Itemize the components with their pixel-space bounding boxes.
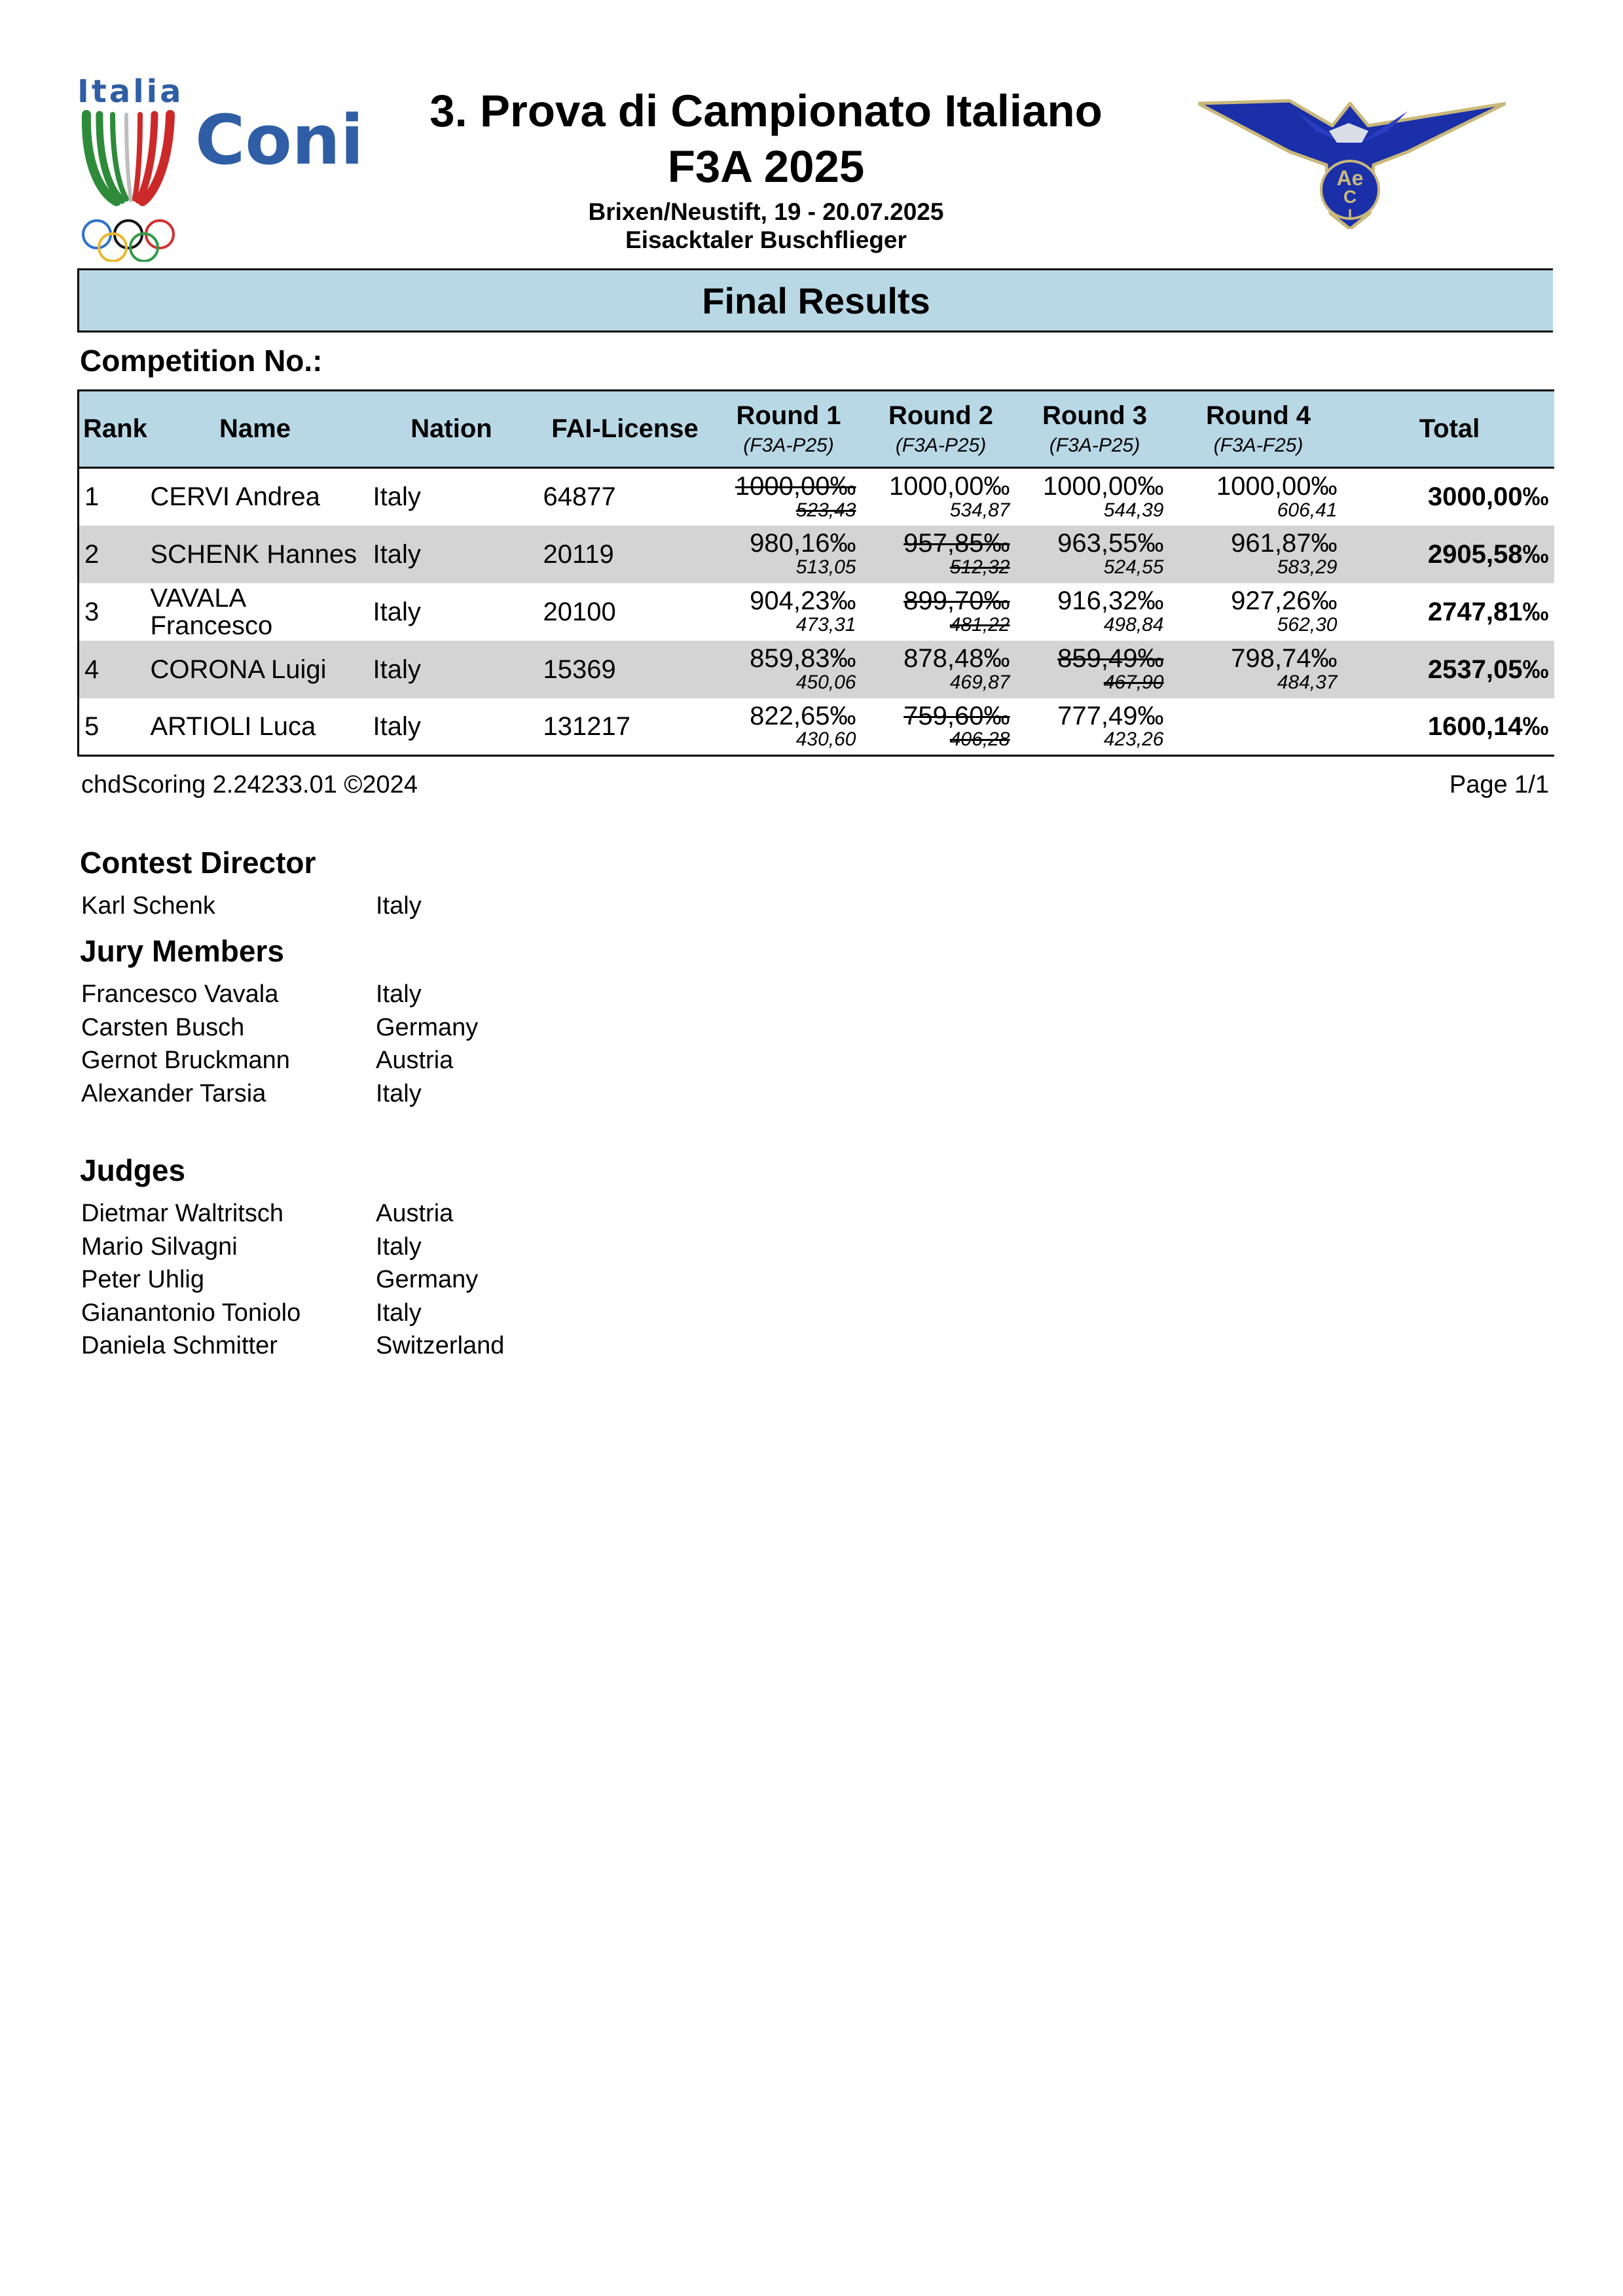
table-row [79, 526, 1554, 583]
header-round-1-schedule: (F3A-P25) [743, 434, 834, 456]
round-2-score [864, 526, 1018, 583]
name-line-1: SCHENK Hannes [150, 539, 357, 569]
license-cell: 64877 [543, 482, 616, 512]
score-percent: 904,23‰ [750, 586, 856, 616]
header-total: Total [1419, 414, 1480, 443]
name-line-1: VAVALA [150, 583, 247, 613]
official-name: Dietmar Waltritsch [81, 1200, 283, 1227]
score-percent: 1000,00‰ [1042, 472, 1164, 501]
round-3-score [1018, 583, 1172, 641]
score-raw: 430,60 [795, 728, 856, 751]
aeci-letters-i: I [1347, 206, 1353, 224]
score-raw: 513,05 [795, 556, 856, 579]
round-4-score [1172, 468, 1345, 526]
round-3-score [1018, 641, 1172, 698]
name-cell [144, 641, 367, 698]
table-row [79, 698, 1554, 756]
aeci-letters-c: C [1343, 187, 1357, 207]
name-line-1: ARTIOLI Luca [150, 711, 316, 741]
official-name: Peter Uhlig [81, 1266, 204, 1293]
round-4-score [1172, 641, 1345, 698]
coni-logo-icon [77, 72, 378, 262]
judges-heading: Judges [80, 1153, 186, 1187]
event-class: F3A 2025 [667, 141, 865, 192]
score-raw: 484,37 [1277, 672, 1338, 694]
official-name: Daniela Schmitter [81, 1332, 278, 1359]
coni-logo-coni: Coni [195, 100, 364, 180]
round-3-score [1018, 698, 1172, 756]
rank-cell: 4 [84, 655, 100, 684]
official-name: Francesco Vavala [81, 980, 279, 1008]
official-nation: Switzerland [376, 1332, 505, 1359]
score-raw: 481,22 [949, 614, 1010, 636]
header-round-3-schedule: (F3A-P25) [1049, 434, 1140, 456]
total-cell: 2537,05‰ [1427, 655, 1549, 684]
score-raw: 606,41 [1277, 499, 1338, 521]
rank-cell: 3 [84, 597, 100, 626]
official-name: Karl Schenk [81, 892, 215, 920]
competition-no-label: Competition No.: [80, 344, 323, 378]
nation-cell: Italy [373, 539, 421, 569]
score-raw: 498,84 [1103, 614, 1164, 636]
score-raw: 544,39 [1103, 499, 1164, 521]
score-raw: 469,87 [949, 672, 1010, 694]
official-nation: Italy [376, 1299, 422, 1327]
round-2-score [864, 641, 1018, 698]
total-cell: 2905,58‰ [1427, 539, 1549, 569]
score-raw: 450,06 [795, 672, 856, 694]
official-name: Alexander Tarsia [81, 1080, 266, 1107]
round-2-score [864, 583, 1018, 641]
round-1-score [714, 526, 864, 583]
name-line-1: CERVI Andrea [150, 482, 320, 512]
round-4-score [1172, 698, 1345, 756]
page-number: Page 1/1 [1449, 771, 1549, 798]
total-cell: 3000,00‰ [1427, 482, 1549, 512]
total-cell: 1600,14‰ [1427, 711, 1549, 741]
header-round-4 [1172, 391, 1345, 468]
score-raw: 423,26 [1103, 728, 1164, 751]
header-round-2-schedule: (F3A-P25) [895, 434, 987, 456]
official-nation: Austria [376, 1200, 454, 1227]
header-round-2-label: Round 2 [888, 401, 993, 430]
name-line-1: CORONA Luigi [150, 655, 327, 684]
score-percent: 957,85‰ [903, 529, 1010, 558]
results-table [77, 389, 1554, 757]
aeci-eagle-logo-icon [1198, 92, 1506, 229]
round-2-score [864, 698, 1018, 756]
round-3-score [1018, 468, 1172, 526]
header-fai-license: FAI-License [551, 414, 699, 443]
header-round-1-label: Round 1 [736, 401, 841, 430]
round-3-score [1018, 526, 1172, 583]
official-nation: Italy [376, 980, 422, 1008]
score-percent: 798,74‰ [1231, 644, 1338, 673]
score-percent: 916,32‰ [1057, 586, 1164, 616]
table-row [79, 468, 1554, 526]
rank-cell: 2 [84, 539, 100, 569]
header-round-2 [864, 391, 1018, 468]
score-percent: 759,60‰ [903, 701, 1010, 730]
score-percent: 899,70‰ [903, 586, 1010, 616]
nation-cell: Italy [373, 597, 421, 626]
name-cell [144, 526, 367, 583]
software-credit: chdScoring 2.24233.01 ©2024 [81, 771, 418, 798]
score-percent: 963,55‰ [1057, 529, 1164, 558]
score-percent: 822,65‰ [750, 701, 856, 730]
round-1-score [714, 698, 864, 756]
score-percent: 777,49‰ [1057, 701, 1164, 730]
table-row [79, 583, 1554, 641]
score-raw: 583,29 [1277, 556, 1338, 579]
score-percent: 859,83‰ [750, 644, 856, 673]
round-1-score [714, 583, 864, 641]
official-name: Gianantonio Toniolo [81, 1299, 301, 1327]
official-name: Gernot Bruckmann [81, 1047, 290, 1074]
header-round-3-label: Round 3 [1042, 401, 1147, 430]
nation-cell: Italy [373, 711, 421, 741]
name-line-2: Francesco [150, 611, 273, 640]
header-round-3 [1018, 391, 1172, 468]
coni-logo-italia: Italia [77, 73, 184, 110]
score-percent: 878,48‰ [903, 644, 1010, 673]
header-round-1 [714, 391, 864, 468]
score-raw: 562,30 [1277, 614, 1338, 636]
score-raw: 512,32 [949, 556, 1010, 579]
header-rank: Rank [83, 414, 147, 443]
score-raw: 406,28 [949, 728, 1010, 751]
round-1-score [714, 641, 864, 698]
official-name: Mario Silvagni [81, 1233, 238, 1261]
header-name: Name [219, 414, 291, 443]
final-results-banner: Final Results [77, 268, 1553, 332]
score-raw: 467,90 [1103, 672, 1164, 694]
license-cell: 15369 [543, 655, 616, 684]
contest-director-heading: Contest Director [80, 846, 316, 880]
results-header-row [79, 391, 1554, 468]
nation-cell: Italy [373, 482, 421, 512]
aeci-letters-ae: Ae [1336, 166, 1364, 190]
license-cell: 20100 [543, 597, 616, 626]
rank-cell: 1 [84, 482, 100, 512]
official-nation: Austria [376, 1047, 454, 1074]
name-cell [144, 468, 367, 526]
nation-cell: Italy [373, 655, 421, 684]
score-raw: 534,87 [949, 499, 1010, 521]
score-percent: 1000,00‰ [735, 472, 856, 501]
score-raw: 523,43 [795, 499, 856, 521]
score-percent: 980,16‰ [750, 529, 856, 558]
license-cell: 20119 [543, 539, 614, 569]
score-percent: 961,87‰ [1231, 529, 1338, 558]
header-round-4-schedule: (F3A-F25) [1213, 434, 1304, 456]
official-nation: Germany [376, 1266, 479, 1293]
event-location-date: Brixen/Neustift, 19 - 20.07.2025 [588, 198, 944, 225]
round-4-score [1172, 526, 1345, 583]
name-cell [144, 698, 367, 756]
total-cell: 2747,81‰ [1427, 597, 1549, 626]
header-nation: Nation [410, 414, 492, 443]
event-title: 3. Prova di Campionato Italiano [429, 86, 1103, 136]
event-club: Eisacktaler Buschflieger [625, 226, 907, 253]
score-percent: 859,49‰ [1057, 644, 1164, 673]
official-nation: Italy [376, 1080, 422, 1107]
table-row [79, 641, 1554, 698]
license-cell: 131217 [543, 711, 630, 741]
score-percent: 1000,00‰ [888, 472, 1010, 501]
name-cell [144, 583, 367, 641]
round-4-score [1172, 583, 1345, 641]
round-1-score [714, 468, 864, 526]
official-name: Carsten Busch [81, 1014, 245, 1041]
jury-members-heading: Jury Members [80, 934, 284, 968]
score-percent: 1000,00‰ [1216, 472, 1338, 501]
rank-cell: 5 [84, 711, 100, 741]
official-nation: Germany [376, 1014, 479, 1041]
score-raw: 524,55 [1103, 556, 1164, 579]
score-percent: 927,26‰ [1231, 586, 1338, 616]
official-nation: Italy [376, 1233, 422, 1261]
round-2-score [864, 468, 1018, 526]
score-raw: 473,31 [795, 614, 856, 636]
header-round-4-label: Round 4 [1206, 401, 1311, 430]
official-nation: Italy [376, 892, 422, 920]
